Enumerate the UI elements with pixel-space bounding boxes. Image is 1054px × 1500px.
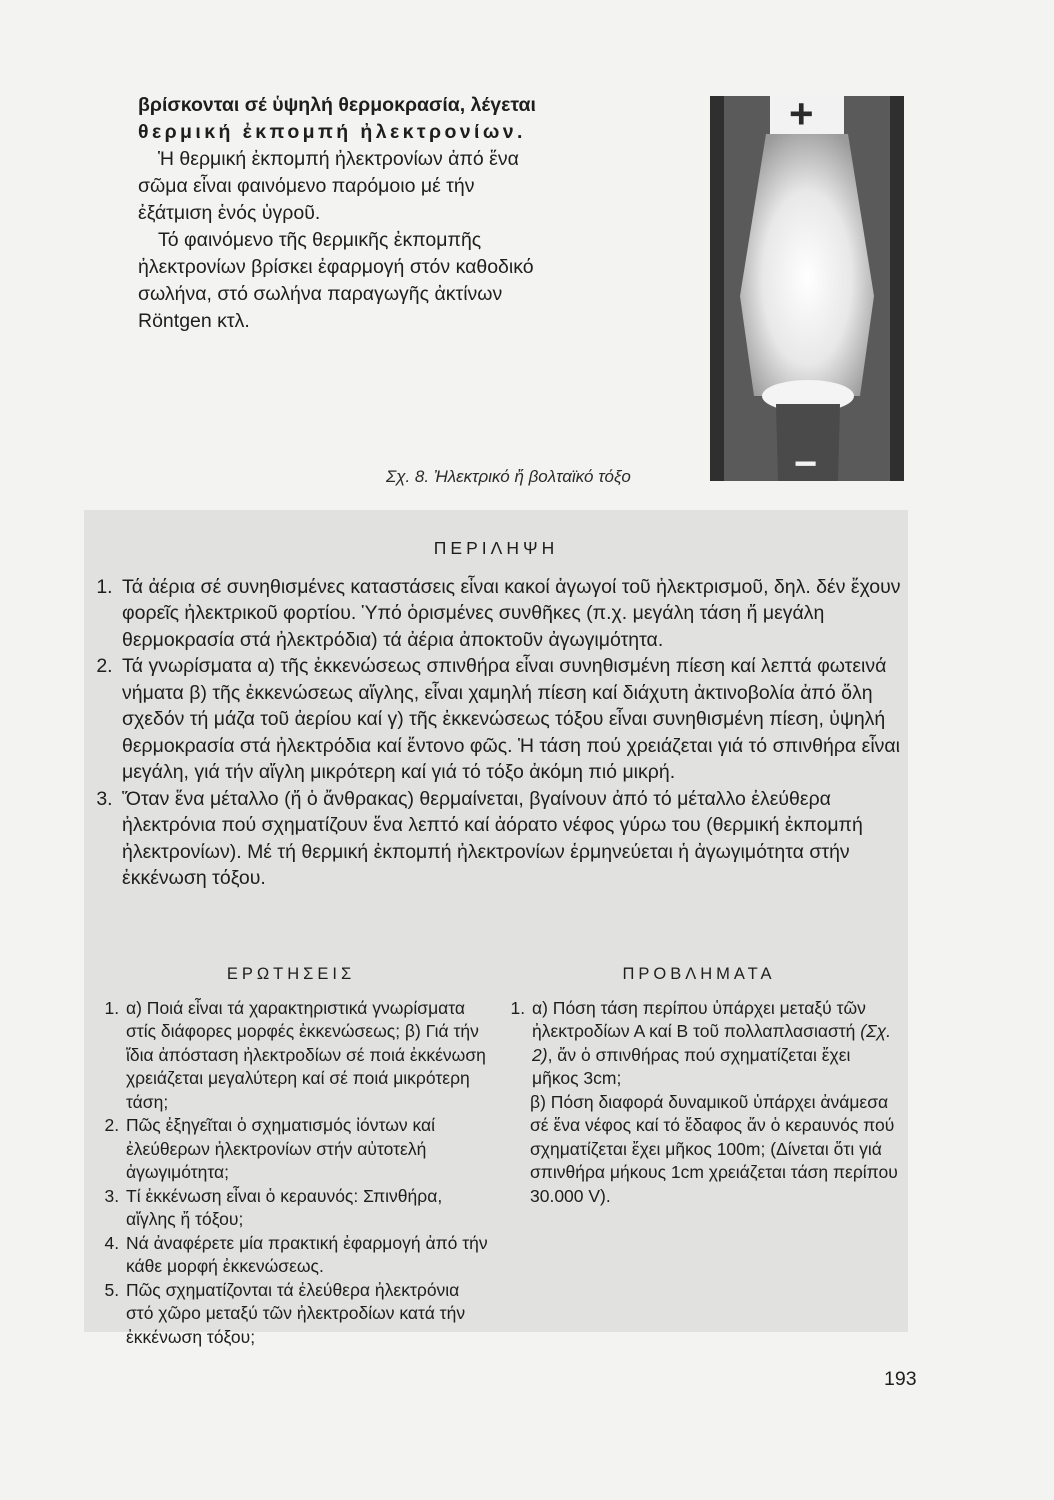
question-item: 4. Νά ἀναφέρετε μία πρακτική ἐφαρμογή ἀπό τήν κάθε μορφή ἐκκενώσεως. [124, 1232, 490, 1279]
plus-sign: + [789, 96, 814, 137]
intro-line: βρίσκονται σέ ὑψηλή θερμοκρασία, λέγεται [138, 94, 536, 116]
question-item: 2. Πῶς ἐξηγεῖται ὁ σχηματισμός ἰόντων καί ἐλεύθερων ἠλεκτρονίων στήν αὐτοτελή ἀγωγιμότητα; [124, 1114, 490, 1185]
summary-item: 3. Ὅταν ἕνα μέταλλο (ἤ ὁ ἄνθρακας) θερμαίνεται, βγαίνουν ἀπό τό μέταλλο ἐλεύθερα ἠλεκτρόνια πού σχηματίζουν ἕνα λεπτό καί ἀόρατο νέφος γύρω του (θερμική ἐκπομπή ἠλεκτρονίων). Μέ τή θερμική ἐκπομπή ἠλεκτρονίων ἑρμηνεύεται ἡ ἀγωγιμότητα στήν ἐκκένωση τόξου. [118, 786, 908, 892]
questions-section [92, 963, 490, 1349]
intro-term: θερμική ἐκπομπή ἠλεκτρονίων. [138, 121, 526, 143]
problems-title: ΠΡΟΒΛΗΜΑΤΑ [622, 965, 776, 983]
intro-paragraph-1: Ἡ θερμική ἐκπομπή ἠλεκτρονίων ἀπό ἕνα σῶμα εἶναι φαινόμενο παρόμοιο μέ τήν ἐξάτμιση ἑνός ὑγροῦ. [138, 148, 519, 224]
summary-item: 2. Τά γνωρίσματα α) τῆς ἐκκενώσεως σπινθήρα εἶναι συνηθισμένη πίεση καί λεπτά φωτεινά νήματα β) τῆς ἐκκενώσεως αἴγλης, εἶναι χαμηλή πίεση καί διάχυτη ἀκτινοβολία ἀπό ὅλη σχεδόν τή μάζα τοῦ ἀερίου καί γ) τῆς ἐκκενώσεως τόξου εἶναι συνηθισμένη πίεση, ὑψηλή θερμοκρασία στά ἠλεκτρόδια καί ἔντονο φῶς. Ἡ τάση πού χρειάζεται γιά τό σπινθήρα εἶναι μεγάλη, γιά τήν αἴγλη μικρότερη καί γιά τό τόξο ἀκόμη πιό μικρή. [118, 653, 908, 786]
page-number: 193 [884, 1368, 917, 1390]
problem-text: α) Πόση τάση περίπου ὑπάρχει μεταξύ τῶν ἠλεκτροδίων Α καί Β τοῦ πολλαπλασιαστή [532, 997, 866, 1041]
problem-item-b: β) Πόση διαφορά δυναμικοῦ ὑπάρχει ἀνάμεσα σέ ἕνα νέφος καί τό ἔδαφος ἄν ὁ κεραυνός πού σχηματίζεται ἔχει μῆκος 100m; (Δίνεται ὅτι γιά σπινθήρα μήκους 1cm χρειάζεται τάση περίπου 30.000 V). [530, 1091, 898, 1206]
figure-caption: Σχ. 8. Ἠλεκτρικό ἤ βολταϊκό τόξο [386, 467, 631, 486]
question-item: 3. Τί ἐκκένωση εἶναι ὁ κεραυνός: Σπινθήρα, αἴγλης ἤ τόξου; [124, 1185, 490, 1232]
question-item: 5. Πῶς σχηματίζονται τά ἐλεύθερα ἠλεκτρόνια στό χῶρο μεταξύ τῶν ἠλεκτροδίων κατά τήν ἐκκένωση τόξου; [124, 1279, 490, 1350]
arc-photo [710, 96, 904, 481]
minus-sign: − [794, 442, 818, 481]
summary-section [84, 535, 908, 892]
figure-reference: (Σχ. 2) [532, 1021, 892, 1065]
question-item: 1. α) Ποιά εἶναι τά χαρακτηριστικά γνωρίσματα στίς διάφορες μορφές ἐκκενώσεως; β) Γιά τήν ἴδια ἀπόσταση ἠλεκτροδίων σέ ποιά ἐκκένωση χρειάζεται μεγαλύτερη καί σέ ποιά μικρότερη τάση; [124, 997, 490, 1115]
intro-paragraph-2: Τό φαινόμενο τῆς θερμικῆς ἐκπομπῆς ἠλεκτρονίων βρίσκει ἐφαρμογή στόν καθοδικό σωλήνα, στό σωλήνα παραγωγῆς ἀκτίνων Röntgen κτλ. [138, 229, 534, 332]
summary-item: 1. Τά ἀέρια σέ συνηθισμένες καταστάσεις εἶναι κακοί ἀγωγοί τοῦ ἠλεκτρισμοῦ, δηλ. δέν ἔχουν φορεῖς ἠλεκτρικοῦ φορτίου. Ὑπό ὁρισμένες συνθῆκες (π.χ. μεγάλη τάση ἤ μεγάλη θερμοκρασία στά ἠλεκτρόδια) τά ἀέρια ἀποκτοῦν ἀγωγιμότητα. [118, 574, 908, 654]
summary-title: ΠΕΡΙΛΗΨΗ [433, 538, 559, 558]
problem-text: , ἄν ὁ σπινθήρας πού σχηματίζεται ἔχει μῆκος 3cm; [532, 1044, 851, 1088]
problems-section [498, 963, 900, 1208]
problem-item-a [530, 997, 900, 1091]
intro-text [138, 92, 538, 335]
questions-title: ΕΡΩΤΗΣΕΙΣ [226, 965, 356, 983]
